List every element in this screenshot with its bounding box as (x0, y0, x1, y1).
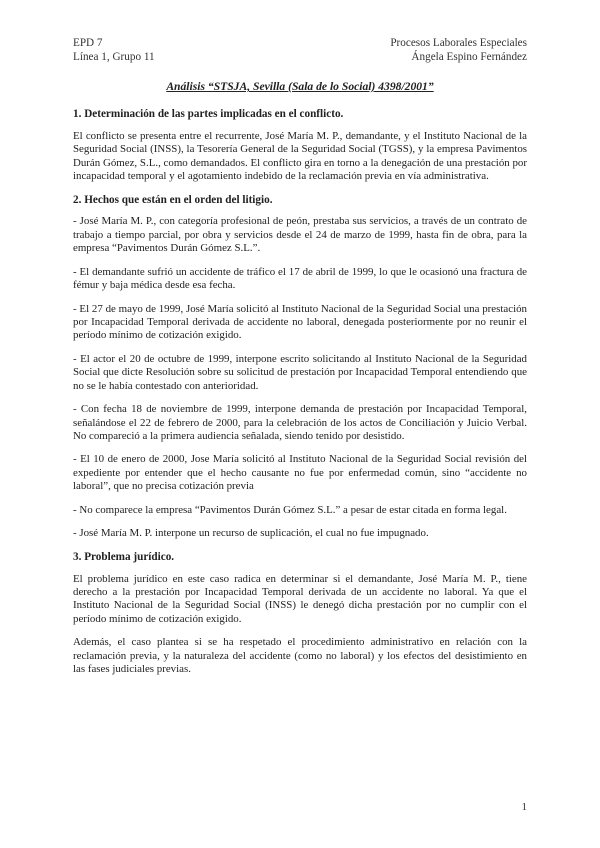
fact-item: - El 27 de mayo de 1999, José María solicitó al Instituto Nacional de la Seguridad Social una prestación por Incapacidad Temporal derivada de accidente no laboral, denegada posteriormente por no reunir el período mínimo de cotización exigido. (73, 302, 527, 342)
fact-item: - José María M. P. interpone un recurso de suplicación, el cual no fue impugnado. (73, 527, 429, 540)
header-subject: Procesos Laborales Especiales (390, 37, 527, 49)
page-header (73, 36, 527, 64)
fact-item: - José María M. P., con categoría profesional de peón, prestaba sus servicios, a través de un contrato de trabajo a tiempo parcial, por obra y servicios desde el 24 de marzo de 1999, hasta fin de obra, para la empresa “Pavimentos Durán Gómez S.L.”. (73, 215, 527, 255)
paragraph: El conflicto se presenta entre el recurrente, José María M. P., demandante, y el Instituto Nacional de la Seguridad Social (INSS), la Tesorería General de la Seguridad Social (TGSS), y la empresa Pavimentos Durán Gómez, S.L., como demandados. El conflicto gira en torno a la denegación de una prestación por incapacidad temporal y el agotamiento indebido de la reclamación previa en vía administrativa. (73, 129, 527, 183)
header-group: Línea 1, Grupo 11 (73, 51, 155, 63)
section-legal-problem (73, 551, 527, 677)
header-course-code: EPD 7 (73, 37, 103, 49)
fact-item: - No comparece la empresa “Pavimentos Durán Gómez S.L.” a pesar de estar citada en forma legal. (73, 503, 507, 516)
header-row-2 (73, 50, 527, 64)
section-parties (73, 108, 527, 183)
document-body (73, 108, 527, 687)
page-number: 1 (521, 801, 527, 813)
section-facts (73, 194, 527, 541)
fact-item: - Con fecha 18 de noviembre de 1999, interpone demanda de prestación por Incapacidad Temporal, señalándose el 22 de febrero de 2000, para la celebración de los actos de Conciliación y Juicio Verbal. No compareció a la primera audiencia señalada, siendo tenido por desistido. (73, 403, 527, 442)
fact-item: - El demandante sufrió un accidente de tráfico el 17 de abril de 1999, lo que le ocasionó una fractura de fémur y baja médica desde esa fecha. (73, 265, 527, 292)
section-heading: 1. Determinación de las partes implicadas en el conflicto. (73, 108, 344, 120)
fact-item: - El actor el 20 de octubre de 1999, interpone escrito solicitando al Instituto Nacional de la Seguridad Social que dicte Resolución sobre su solicitud de prestación por Incapacidad Temporal entendiendo que no se le había contestado con anterioridad. (73, 352, 527, 392)
document-title: Análisis “STSJA, Sevilla (Sala de lo Social) 4398/2001” (166, 80, 434, 93)
section-heading: 3. Problema jurídico. (73, 550, 175, 563)
header-author: Ángela Espino Fernández (411, 51, 527, 63)
fact-item: - El 10 de enero de 2000, Jose María solicitó al Instituto Nacional de la Seguridad Social revisión del expediente por entender que el hecho causante no fue por enfermedad común, sino “accidente no laboral”, que no precisa cotización previa (73, 453, 527, 493)
section-heading: 2. Hechos que están en el orden del litigio. (73, 193, 273, 206)
header-row-1 (73, 36, 527, 50)
paragraph: Además, el caso plantea si se ha respetado el procedimiento administrativo en relación con la reclamación previa, y la naturaleza del accidente (como no laboral) y los efectos del desistimiento en las fases judiciales previas. (73, 636, 527, 676)
paragraph: El problema jurídico en este caso radica en determinar si el demandante, José María M. P., tiene derecho a la prestación por Incapacidad Temporal derivada de un accidente no laboral. Ya que el Instituto Nacional de la Seguridad Social (INSS) le denegó dicha prestación por no cumplir con el período mínimo de cotización exigido. (73, 572, 527, 625)
